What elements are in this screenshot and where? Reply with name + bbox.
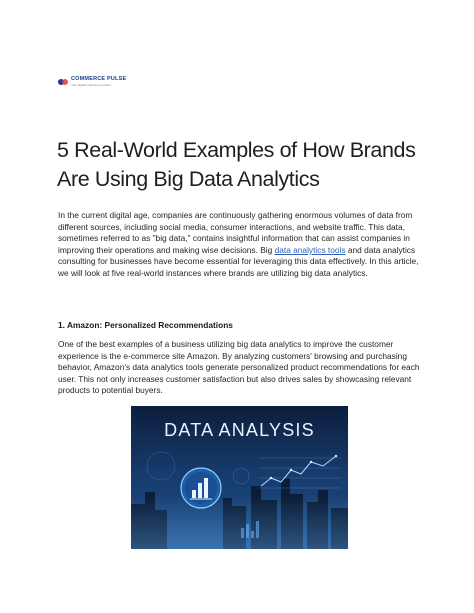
section-heading-amazon: 1. Amazon: Personalized Recommendations (58, 320, 233, 330)
trend-line (261, 456, 336, 486)
data-analytics-tools-link[interactable]: data analytics tools (274, 244, 346, 255)
logo-text (71, 77, 126, 87)
data-analysis-hero-image (131, 406, 348, 549)
bar-chart-icon (181, 468, 221, 508)
intro-text-after-link: and data analytics consulting for businesses have become essential for leveraging this data effectively. In this article, we will look at five real-world instances where brands are utilizing big data analytics. (58, 244, 419, 278)
brand-logo[interactable] (58, 76, 126, 88)
trend-points (270, 455, 337, 479)
article-title: 5 Real-World Examples of How Brands Are Using Big Data Analytics (57, 138, 416, 191)
brand-tagline: Your digital commerce partner (71, 82, 111, 87)
section-body-amazon: One of the best examples of a business utilizing big data analytics to improve the customer experience is the e-commerce site Amazon. By analyzing customers' browsing and purchasing behavior, Amazon's data analytics tools generate personalized product recommendations for each user. This not only increases customer satisfaction but also drives sales by showcasing relevant products to potential buyers. (58, 339, 420, 396)
intro-paragraph (58, 210, 422, 280)
intro-text-before-link: In the current digital age, companies are continuously gathering enormous volumes of data from different sources, including social media, consumer interactions, and website traffic. This data, sometimes referred to as "big data," contains insightful information that can assist companies in improving their operations and making wise decisions. Big (58, 210, 413, 255)
logo-mark-icon (58, 78, 68, 86)
chart-grid (259, 458, 341, 488)
hero-caption: DATA ANALYSIS (164, 420, 315, 440)
brand-name: COMMERCE PULSE (71, 76, 127, 83)
